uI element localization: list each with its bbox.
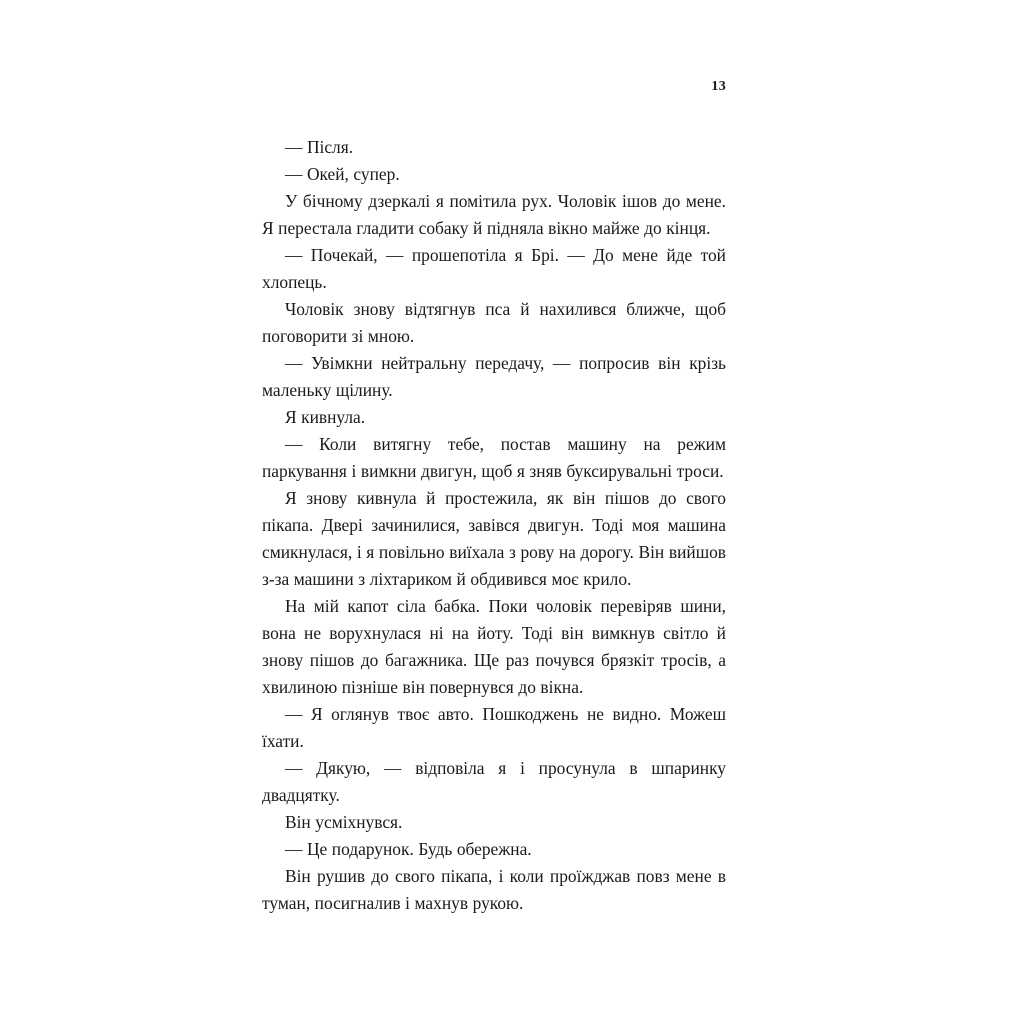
paragraph: — Дякую, — відповіла я і просунула в шпаринку двадцятку. — [262, 758, 726, 805]
paragraph: Він усміхнувся. — [285, 812, 403, 832]
paragraph: — Я оглянув твоє авто. Пошкоджень не видно. Можеш їхати. — [262, 704, 726, 751]
paragraph: Я знову кивнула й простежила, як він пішов до свого пікапа. Двері зачинилися, завівся двигун. Тоді моя машина смикнулася, і я повільно виїхала з рову на дорогу. Він вийшов з-за машини з ліхтариком й обдивився моє крило. — [262, 488, 726, 589]
paragraph: — Коли витягну тебе, постав машину на режим паркування і вимкни двигун, щоб я зняв буксирувальні троси. — [262, 434, 726, 481]
paragraph: — Окей, супер. — [285, 164, 400, 184]
paragraph: На мій капот сіла бабка. Поки чоловік перевіряв шини, вона не ворухнулася ні на йоту. Тоді він вимкнув світло й знову пішов до багажника. Ще раз почувся брязкіт тросів, а хвилиною пізніше він повернувся до вікна. — [262, 596, 726, 697]
paragraph: У бічному дзеркалі я помітила рух. Чоловік ішов до мене. Я перестала гладити собаку й підняла вікно майже до кінця. — [262, 191, 726, 238]
paragraph: Я кивнула. — [285, 407, 366, 427]
paragraph: Він рушив до свого пікапа, і коли проїжджав повз мене в туман, посигналив і махнув рукою. — [262, 866, 726, 913]
paragraph: — Увімкни нейтральну передачу, — попросив він крізь маленьку щілину. — [262, 353, 726, 400]
page-number: 13 — [711, 79, 726, 94]
paragraph: — Почекай, — прошепотіла я Брі. — До мене йде той хлопець. — [262, 245, 726, 292]
paragraph: — Після. — [285, 137, 354, 157]
paragraph: — Це подарунок. Будь обережна. — [285, 839, 532, 859]
paragraph: Чоловік знову відтягнув пса й нахилився ближче, щоб поговорити зі мною. — [262, 299, 726, 346]
body-text-block — [262, 134, 726, 917]
